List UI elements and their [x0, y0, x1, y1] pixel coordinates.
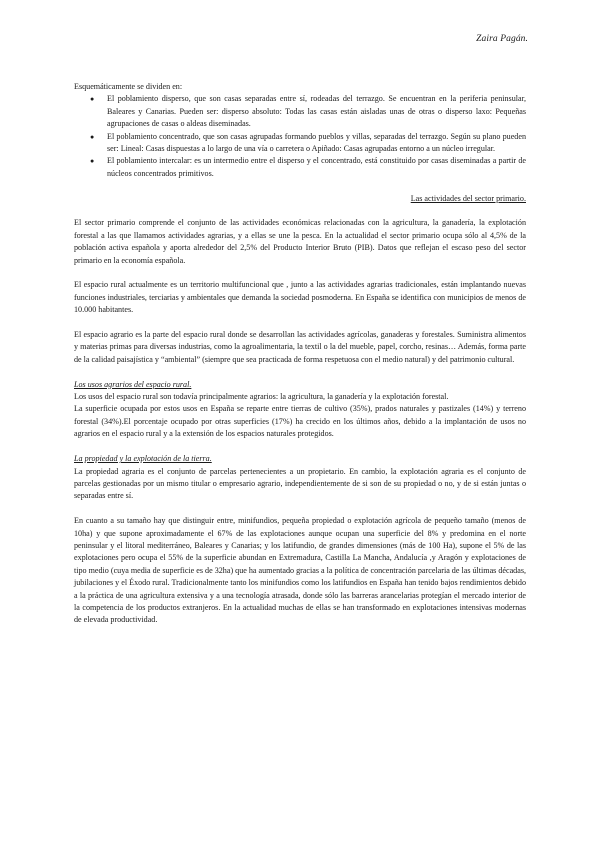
paragraph-sector-primario: El sector primario comprende el conjunto de las actividades económicas relacionadas con la agricultura, la ganadería, la explotación forestal a las que llamamos actividades agrarias, y a ellas se une la pesca. En la actualidad el sector primario ocupa sólo al 4,5% de la población activa española y aporta alrededor del 2,5% del Producto Interior Bruto (PIB). Datos que reflejan el escaso peso del sector primario en la economía española.	[74, 218, 526, 265]
list-item-text: El poblamiento concentrado, que son casas agrupadas formando pueblos y villas, separadas del terrazgo. Según su plano pueden ser: Lineal: Casas dispuestas a lo largo de una vía o carretera o Apiñado: Casas agrupadas entorno a un núcleo irregular.	[107, 131, 526, 154]
subheading-usos-agrarios: Los usos agrarios del espacio rural.	[74, 379, 192, 389]
section-title: Las actividades del sector primario.	[410, 193, 526, 203]
paragraph-tamano: En cuanto a su tamaño hay que distinguir entre, minifundios, pequeña propiedad o explotación agrícola de pequeño tamaño (menos de 10ha) y que supone aproximadamente el 67% de las explotaciones aunque ocupan una superficie del 8% y predomina en el norte peninsular y el litoral mediterráneo, Baleares y Canarias; y los latifundio, de grandes dimensiones (más de 100 Ha), supone el 5% de las explotaciones pero ocupa el 55% de la superficie abundan en Extremadura, Castilla La Mancha, Andalucía ,y Aragón y explotaciones de tipo medio (cuya media de superficie es de 32ha) que ha aumentado gracias a la política de concentración parcelaria de las últimas décadas, jubilaciones y el Éxodo rural. Tradicionalmente tanto los minifundios como los latifundios en España han tenido bajos rendimientos debido a la práctica de una agricultura extensiva y a una tecnología atrasada, donde sólo las barreras arancelarias protegían el mercado interior de la competencia de los productos extranjeros. En la actualidad muchas de ellas se han transformado en explotaciones intensivas modernas de elevada productividad.	[74, 516, 526, 625]
paragraph-propiedad: La propiedad agraria es el conjunto de parcelas pertenecientes a un propietario. En cambio, la explotación agraria es el conjunto de parcelas gestionadas por un mismo titular o empresario agrario, independientemente de si son de su propiedad o no, y de si están juntas o separadas entre sí.	[74, 466, 526, 501]
settlement-list	[74, 93, 526, 180]
list-item	[74, 131, 526, 156]
bullet-icon: ●	[90, 95, 95, 104]
paragraph-espacio-agrario: El espacio agrario es la parte del espacio rural donde se desarrollan las actividades agrícolas, ganaderas y forestales. Suministra alimentos y materias primas para diversas industrias, como la agroalimentaria, la textil o la del mueble, papel, corcho, resinas… Además, forma parte de la calidad paisajística y “ambiental” (siempre que sea practicada de forma respetuosa con el medio natural) y del patrimonio cultural.	[74, 330, 526, 364]
paragraph-superficie: La superficie ocupada por estos usos en España se reparte entre tierras de cultivo (35%), prados naturales y pastizales (14%) y terreno forestal (34%).El porcentaje ocupado por otras superficies (17%) ha crecido en los últimos años, debido a la implantación de usos no agrarios en el espacio rural y a la extensión de los espacios naturales protegidos.	[74, 404, 526, 439]
subheading-propiedad: La propiedad y la explotación de la tierra.	[74, 454, 212, 464]
bullet-icon: ●	[90, 157, 95, 166]
paragraph-usos: Los usos del espacio rural son todavía principalmente agrarios: la agricultura, la ganadería y la explotación forestal.	[74, 392, 449, 402]
list-item-text: El poblamiento intercalar: es un intermedio entre el disperso y el concentrado, está constituido por casas diseminadas a partir de núcleos concentrados primitivos.	[107, 156, 526, 178]
author-header: Zaira Pagán.	[476, 34, 528, 44]
list-item	[74, 155, 526, 180]
intro-line: Esquemáticamente se dividen en:	[74, 82, 183, 91]
document-body	[74, 81, 526, 627]
list-item	[74, 93, 526, 130]
bullet-icon: ●	[90, 132, 95, 141]
list-item-text: El poblamiento disperso, que son casas separadas entre sí, rodeadas del terrazgo. Se encuentran en la periferia peninsular, Baleares y Canarias. Pueden ser: disperso absoluto: Todas las casas están aisladas unas de otras o disperso laxo: Pequeñas agrupaciones de casas o aldeas diseminadas.	[107, 94, 526, 129]
paragraph-espacio-rural: El espacio rural actualmente es un territorio multifuncional que , junto a las actividades agrarias tradicionales, están implantando nuevas funciones industriales, terciarias y ambientales que demanda la sociedad posmoderna. En España se identifica con municipios de menos de 10.000 habitantes.	[74, 280, 526, 315]
